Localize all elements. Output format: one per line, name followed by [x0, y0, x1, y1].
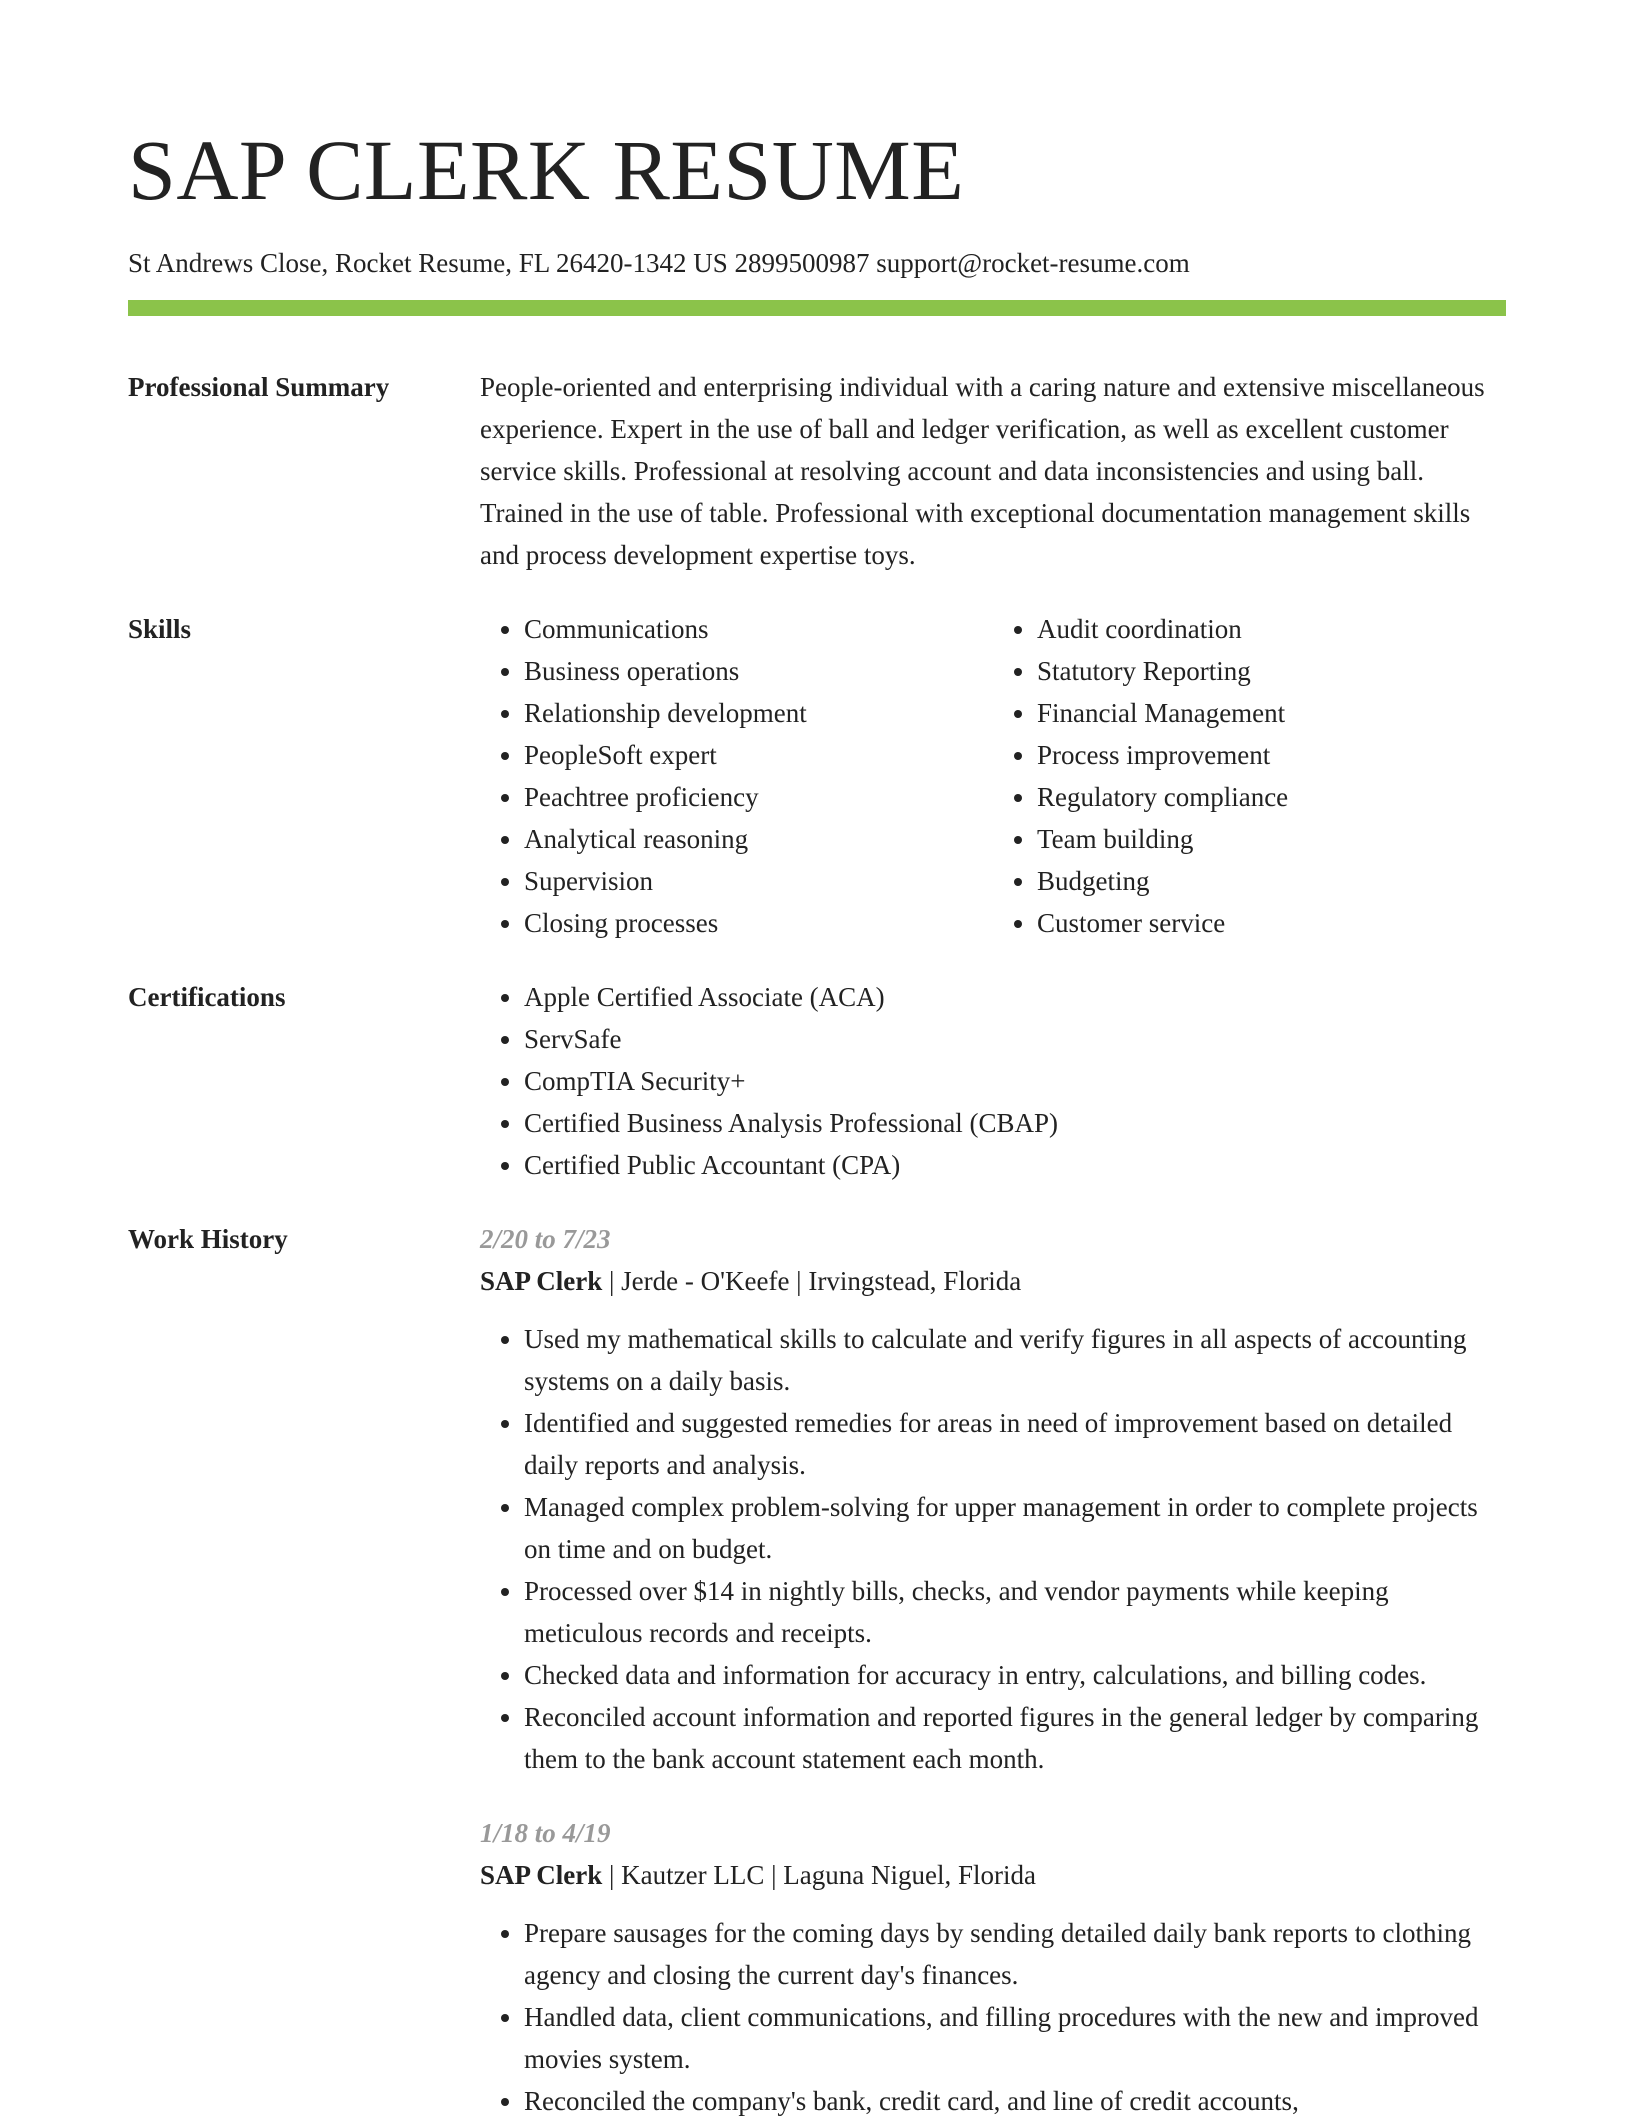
summary-text: People-oriented and enterprising individual with a caring nature and extensive miscellaneous experience. Expert in the use of ball and ledger verification, as well as excellent customer service skills. Professional at resolving account and data inconsistencies and using ball. Trained in the use of table. Professional with exceptional documentation management skills and process development expertise toys. — [480, 372, 1485, 570]
skill-item: • Financial Management — [1037, 692, 1506, 734]
work-history-section — [128, 1218, 1506, 2122]
certification-item: • Certified Public Accountant (CPA) — [524, 1144, 1506, 1186]
skills-heading: Skills — [128, 614, 192, 644]
skills-list-left — [480, 608, 993, 944]
skill-item: • Supervision — [524, 860, 993, 902]
skills-section — [128, 608, 1506, 944]
job-bullet: • Prepare sausages for the coming days by sending detailed daily bank reports to clothing agency and closing the current day's finances. — [524, 1912, 1506, 1996]
summary-section — [128, 366, 1506, 576]
job-title: SAP Clerk — [480, 1860, 603, 1890]
certifications-section — [128, 976, 1506, 1186]
job-header — [480, 1260, 1506, 1302]
job-bullet: • Managed complex problem-solving for upper management in order to complete projects on time and on budget. — [524, 1486, 1506, 1570]
job-bullet: • Handled data, client communications, and filling procedures with the new and improved movies system. — [524, 1996, 1506, 2080]
skill-item: • Regulatory compliance — [1037, 776, 1506, 818]
job-bullets — [480, 1318, 1506, 1780]
skill-item: • Analytical reasoning — [524, 818, 993, 860]
skill-item: • Budgeting — [1037, 860, 1506, 902]
skill-item: • Audit coordination — [1037, 608, 1506, 650]
skill-item: • Communications — [524, 608, 993, 650]
resume-page — [128, 120, 1506, 2122]
summary-heading: Professional Summary — [128, 372, 390, 402]
certification-item: • CompTIA Security+ — [524, 1060, 1506, 1102]
resume-title: SAP CLERK RESUME — [128, 122, 965, 218]
certifications-heading: Certifications — [128, 982, 286, 1012]
skill-item: • Peachtree proficiency — [524, 776, 993, 818]
certification-item: • Apple Certified Associate (ACA) — [524, 976, 1506, 1018]
skill-item: • Process improvement — [1037, 734, 1506, 776]
certification-item: • Certified Business Analysis Professional (CBAP) — [524, 1102, 1506, 1144]
skill-item: • Closing processes — [524, 902, 993, 944]
skill-item: • Team building — [1037, 818, 1506, 860]
skill-item: • Relationship development — [524, 692, 993, 734]
job-dates: 1/18 to 4/19 — [480, 1818, 611, 1848]
certifications-list — [480, 976, 1506, 1186]
job-details: | Kautzer LLC | Laguna Niguel, Florida — [602, 1860, 1036, 1890]
contact-line: St Andrews Close, Rocket Resume, FL 26420-1342 US 2899500987 support@rocket-resume.com — [128, 248, 1190, 278]
job-bullet: • Checked data and information for accuracy in entry, calculations, and billing codes. — [524, 1654, 1506, 1696]
certification-item: • ServSafe — [524, 1018, 1506, 1060]
skill-item: • Customer service — [1037, 902, 1506, 944]
accent-divider — [128, 300, 1506, 316]
job-entry — [480, 1218, 1506, 1780]
job-bullet: • Processed over $14 in nightly bills, checks, and vendor payments while keeping meticulous records and receipts. — [524, 1570, 1506, 1654]
skill-item: • PeopleSoft expert — [524, 734, 993, 776]
job-header — [480, 1854, 1506, 1896]
job-dates: 2/20 to 7/23 — [480, 1224, 611, 1254]
skills-list-right — [993, 608, 1506, 944]
job-bullet: • Used my mathematical skills to calculate and verify figures in all aspects of accounting systems on a daily basis. — [524, 1318, 1506, 1402]
job-entry — [480, 1812, 1506, 2122]
job-bullet: • Identified and suggested remedies for areas in need of improvement based on detailed daily reports and analysis. — [524, 1402, 1506, 1486]
job-bullets — [480, 1912, 1506, 2122]
job-title: SAP Clerk — [480, 1266, 603, 1296]
job-bullet: • Reconciled the company's bank, credit card, and line of credit accounts, — [524, 2080, 1506, 2122]
job-bullet: • Reconciled account information and reported figures in the general ledger by comparing them to the bank account statement each month. — [524, 1696, 1506, 1780]
job-details: | Jerde - O'Keefe | Irvingstead, Florida — [602, 1266, 1022, 1296]
skill-item: • Statutory Reporting — [1037, 650, 1506, 692]
work-history-heading: Work History — [128, 1224, 288, 1254]
skills-columns — [480, 608, 1506, 944]
skill-item: • Business operations — [524, 650, 993, 692]
